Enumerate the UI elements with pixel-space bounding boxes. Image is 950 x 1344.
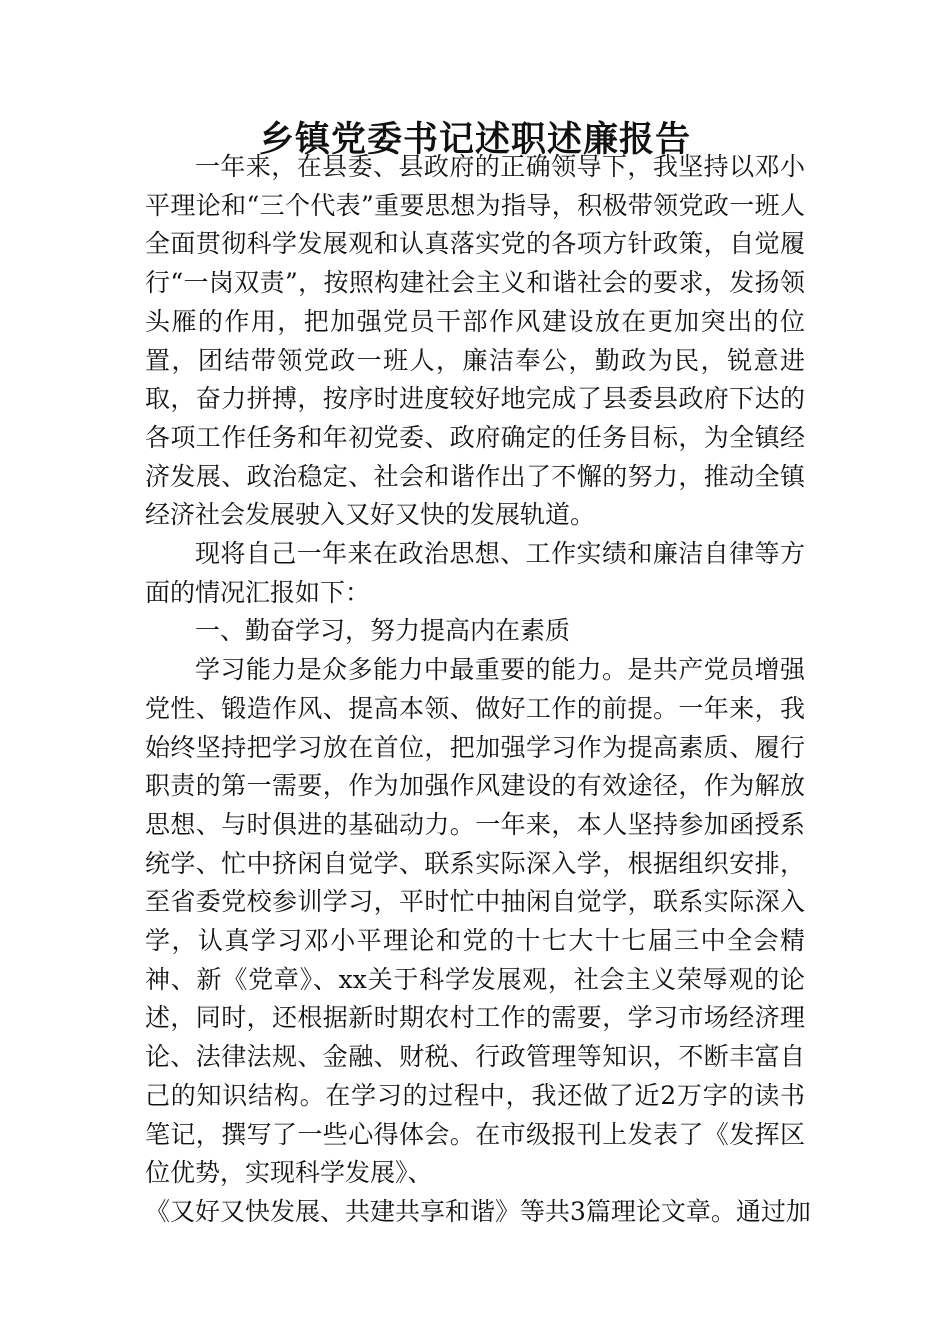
- section-heading-1: 一、勤奋学习，努力提高内在素质: [195, 616, 571, 646]
- document-title: 乡镇党委书记述职述廉报告: [258, 120, 691, 160]
- document-body: [145, 148, 811, 1232]
- paragraph-study: 学习能力是众多能力中最重要的能力。是共产党员增强党性、锻造作风、提高本领、做好工作的前提。一年来，我始终坚持把学习放在首位，把加强学习作为提高素质、履行职责的第一需要，作为加强作风建设的有效途径，作为解放思想、与时俱进的基础动力。一年来，本人坚持参加函授系统学、忙中挤闲自觉学、联系实际深入学，根据组织安排，至省委党校参训学习，平时忙中抽闲自觉学，联系实际深入学，认真学习邓小平理论和党的十七大十七届三中全会精神、新《党章》、xx关于科学发展观，社会主义荣辱观的论述，同时，还根据新时期农村工作的需要，学习市场经济理论、法律法规、金融、财税、行政管理等知识，不断丰富自己的知识结构。在学习的过程中，我还做了近2万字的读书笔记，撰写了一些心得体会。在市级报刊上发表了《发挥区位优势，实现科学发展》、: [145, 655, 805, 1188]
- paragraph-intro: 一年来，在县委、县政府的正确领导下，我坚持以邓小平理论和“三个代表”重要思想为指导，积极带领党政一班人全面贯彻科学发展观和认真落实党的各项方针政策，自觉履行“一岗双责”，按照构建社会主义和谐社会的要求，发扬领头雁的作用，把加强党员干部作风建设放在更加突出的位置，团结带领党政一班人，廉洁奉公，勤政为民，锐意进取，奋力拼搏，按序时进度较好地完成了县委县政府下达的各项工作任务和年初党委、政府确定的任务目标，为全镇经济发展、政治稳定、社会和谐作出了不懈的努力，推动全镇经济社会发展驶入又好又快的发展轨道。: [145, 152, 805, 530]
- paragraph-report-lead: 现将自己一年来在政治思想、工作实绩和廉洁自律等方面的情况汇报如下：: [145, 539, 805, 607]
- paragraph-continued: 《又好又快发展、共建共享和谐》等共3篇理论文章。通过加: [145, 1196, 811, 1226]
